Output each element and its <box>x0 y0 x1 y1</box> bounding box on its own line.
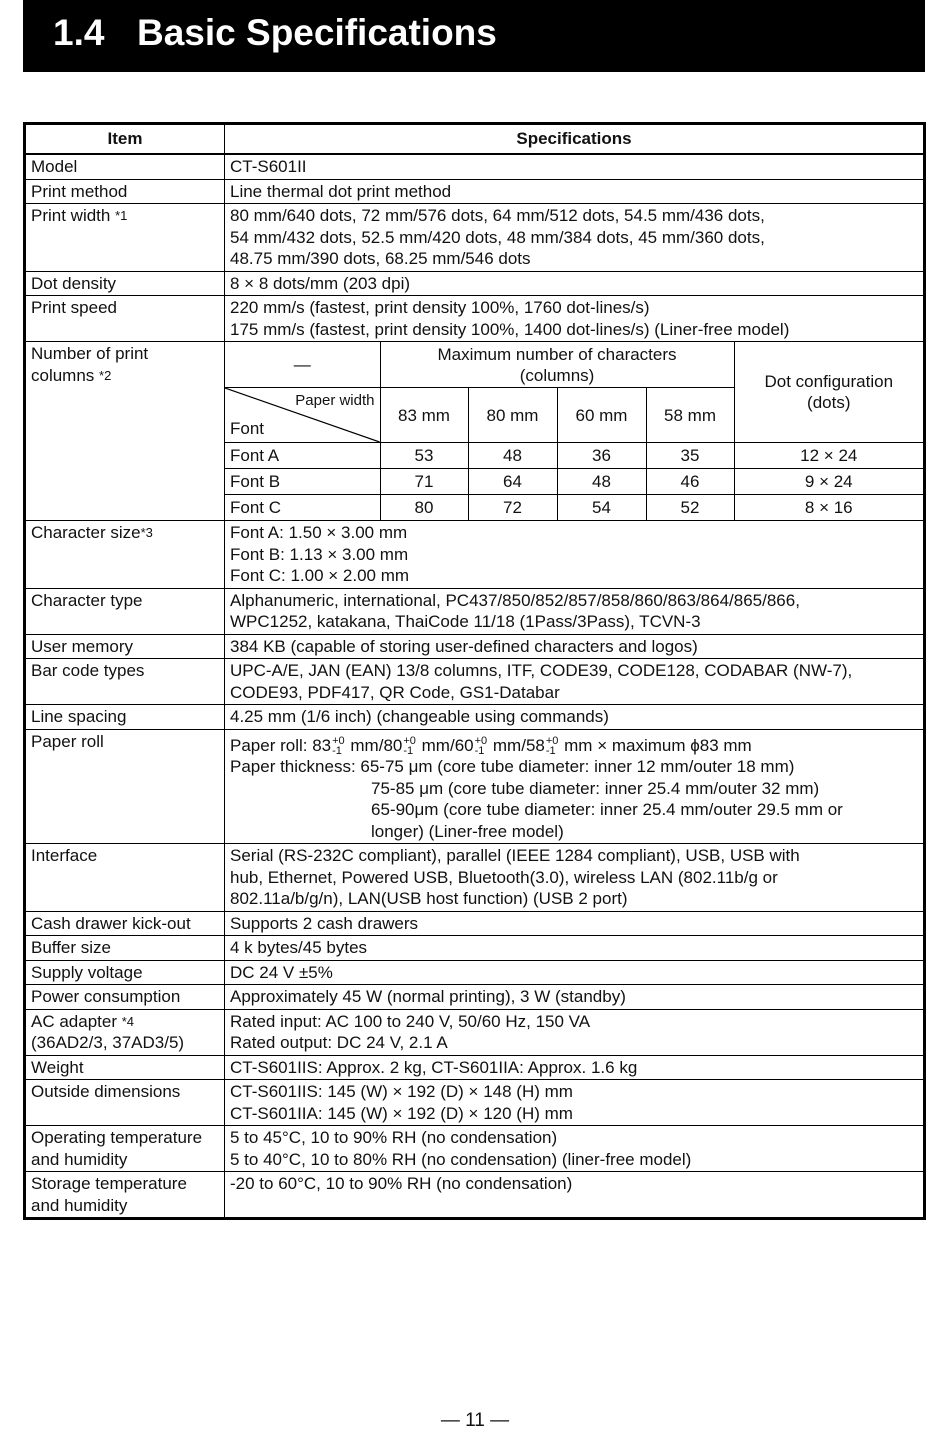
item-cell: Bar code types <box>25 659 225 705</box>
item-cell <box>25 1009 225 1055</box>
table-row <box>25 296 925 342</box>
spec-line: Paper thickness: 65-75 μm (core tube diameter: inner 12 mm/outer 18 mm) <box>230 757 795 777</box>
table-row <box>25 154 925 179</box>
spec-cell <box>225 1009 925 1055</box>
tolerance: +0 -1 <box>332 735 345 758</box>
page-number: — 11 — <box>440 1410 510 1431</box>
dot-config: 8 × 16 <box>734 495 923 521</box>
spec-cell <box>225 521 925 589</box>
item-cell <box>25 1126 225 1172</box>
item-label-2: (36AD2/3, 37AD3/5) <box>31 1033 185 1053</box>
table-row <box>25 985 925 1010</box>
table-row <box>25 1055 925 1080</box>
column-count: 54 <box>557 495 646 521</box>
table-row <box>25 1080 925 1126</box>
spec-line: Font B: 1.13 × 3.00 mm <box>230 544 409 564</box>
column-count: 72 <box>468 495 557 521</box>
spec-cell: DC 24 V ±5% <box>225 960 925 985</box>
table-row <box>25 204 925 272</box>
roll-text: mm/ <box>345 735 384 755</box>
tolerance: +0 -1 <box>545 735 559 758</box>
item-cell <box>25 342 225 521</box>
column-count: 46 <box>646 469 734 495</box>
spec-cell: 384 KB (capable of storing user-defined characters and logos) <box>225 634 925 659</box>
dot-config: 9 × 24 <box>734 469 923 495</box>
item-label: Number of print <box>31 344 149 363</box>
spec-line: 802.11a/b/g/n), LAN(USB host function) (USB 2 port) <box>230 889 628 909</box>
font-label: Font <box>230 419 265 438</box>
font-name: Font A <box>225 443 380 469</box>
dot-config-header <box>734 342 923 443</box>
item-cell: Paper roll <box>25 729 225 844</box>
table-row <box>25 588 925 634</box>
column-count: 35 <box>646 443 734 469</box>
spec-line: 54 mm/432 dots, 52.5 mm/420 dots, 48 mm/384 dots, 45 mm/360 dots, <box>230 227 765 247</box>
spec-line: 5 to 45°C, 10 to 90% RH (no condensation) <box>230 1128 558 1148</box>
item-cell: Character type <box>25 588 225 634</box>
column-count: 48 <box>557 469 646 495</box>
spec-line: Font C: 1.00 × 2.00 mm <box>230 566 410 585</box>
spec-cell: 4.25 mm (1/6 inch) (changeable using commands) <box>225 705 925 730</box>
font-row <box>225 469 923 495</box>
table-row <box>25 521 925 589</box>
spec-line: Rated output: DC 24 V, 2.1 A <box>230 1033 448 1053</box>
print-columns-table <box>225 342 923 520</box>
table-row <box>25 271 925 296</box>
item-label-text: AC adapter <box>31 1011 117 1031</box>
spec-line: Alphanumeric, international, PC437/850/852/857/858/860/863/864/865/866, <box>230 590 800 610</box>
item-label: Print width <box>31 206 111 225</box>
table-row <box>25 179 925 204</box>
spec-cell: Supports 2 cash drawers <box>225 911 925 936</box>
font-row <box>225 443 923 469</box>
spec-cell: 4 k bytes/45 bytes <box>225 936 925 961</box>
roll-text: Paper roll: 83 <box>230 735 332 755</box>
item-cell: User memory <box>25 634 225 659</box>
item-label-text: columns <box>31 365 95 385</box>
item-cell: Supply voltage <box>25 960 225 985</box>
item-label-2: and humidity <box>31 1195 128 1215</box>
item-header: Item <box>25 124 225 155</box>
spec-table <box>23 122 926 1220</box>
dot-config: 12 × 24 <box>734 443 923 469</box>
table-row <box>25 1126 925 1172</box>
section-title: Basic Specifications <box>137 12 497 53</box>
spec-cell <box>225 729 925 844</box>
spec-cell <box>225 204 925 272</box>
column-count: 64 <box>468 469 557 495</box>
spec-cell: 8 × 8 dots/mm (203 dpi) <box>225 271 925 296</box>
table-row <box>25 729 925 844</box>
table-row <box>25 659 925 705</box>
roll-width: 80 <box>383 735 403 755</box>
item-label-2 <box>31 365 219 387</box>
spec-line: UPC-A/E, JAN (EAN) 13/8 columns, ITF, CODE39, CODE128, CODABAR (NW-7), <box>230 661 853 680</box>
dash-cell: — <box>225 342 380 388</box>
tolerance: +0 -1 <box>474 735 488 758</box>
item-cell <box>25 521 225 589</box>
roll-width: 58 <box>525 735 545 755</box>
table-row <box>25 936 925 961</box>
spec-line: hub, Ethernet, Powered USB, Bluetooth(3.0), wireless LAN (802.11b/g or <box>230 867 778 887</box>
footnote-mark: *1 <box>115 208 128 223</box>
section-heading <box>53 12 497 54</box>
item-cell: Model <box>25 154 225 179</box>
roll-text: mm/ <box>416 735 455 755</box>
width-header: 80 mm <box>468 388 557 443</box>
spec-line: Rated input: AC 100 to 240 V, 50/60 Hz, 150 VA <box>230 1011 591 1031</box>
spec-line: Font A: 1.50 × 3.00 mm <box>230 523 408 542</box>
footnote-mark: *2 <box>99 367 112 383</box>
spec-cell: CT-S601IIS: Approx. 2 kg, CT-S601IIA: Approx. 1.6 kg <box>225 1055 925 1080</box>
item-cell: Dot density <box>25 271 225 296</box>
spec-line: CT-S601IIA: 145 (W) × 192 (D) × 120 (H) mm <box>230 1103 573 1123</box>
item-cell: Power consumption <box>25 985 225 1010</box>
item-cell <box>25 204 225 272</box>
column-count: 53 <box>380 443 468 469</box>
column-count: 71 <box>380 469 468 495</box>
spec-cell: Line thermal dot print method <box>225 179 925 204</box>
section-number: 1.4 <box>53 12 105 53</box>
item-cell: Print method <box>25 179 225 204</box>
spec-line: CODE93, PDF417, QR Code, GS1-Databar <box>230 682 560 702</box>
width-header: 60 mm <box>557 388 646 443</box>
spec-line: 65-90μm (core tube diameter: inner 25.4 mm/outer 29.5 mm or <box>371 800 843 820</box>
spec-line: Serial (RS-232C compliant), parallel (IEEE 1284 compliant), USB, USB with <box>230 846 800 866</box>
item-label: Operating temperature <box>31 1128 203 1148</box>
item-cell: Buffer size <box>25 936 225 961</box>
tolerance: +0 -1 <box>403 735 416 758</box>
spec-line: 175 mm/s (fastest, print density 100%, 1400 dot-lines/s) (Liner-free model) <box>230 319 790 339</box>
spec-line: CT-S601IIS: 145 (W) × 192 (D) × 148 (H) mm <box>230 1082 573 1102</box>
section-banner <box>23 0 925 72</box>
spec-cell <box>225 588 925 634</box>
spec-line: longer) (Liner-free model) <box>371 821 564 841</box>
spec-cell: -20 to 60°C, 10 to 90% RH (no condensation) <box>225 1172 925 1219</box>
spec-cell <box>225 659 925 705</box>
column-count: 36 <box>557 443 646 469</box>
item-cell: Line spacing <box>25 705 225 730</box>
max-chars-header <box>380 342 734 388</box>
dot-config-line: (dots) <box>807 393 851 412</box>
spec-line: 5 to 40°C, 10 to 80% RH (no condensation) (liner-free model) <box>230 1149 692 1169</box>
table-row <box>25 960 925 985</box>
roll-text: mm × maximum ϕ83 mm <box>559 735 752 755</box>
dot-config-line: Dot configuration <box>764 372 894 391</box>
footnote-mark: *3 <box>140 525 153 540</box>
specs-header: Specifications <box>225 124 925 155</box>
table-row <box>25 1172 925 1219</box>
table-row <box>25 342 925 521</box>
roll-width: 60 <box>454 735 474 755</box>
spec-cell <box>225 1080 925 1126</box>
max-chars-line: (columns) <box>519 365 595 385</box>
footnote-mark: *4 <box>121 1013 135 1029</box>
font-name: Font C <box>225 495 380 521</box>
table-row <box>25 705 925 730</box>
table-row <box>25 844 925 912</box>
spec-line: 75-85 μm (core tube diameter: inner 25.4 mm/outer 32 mm) <box>371 778 820 798</box>
spec-line: 48.75 mm/390 dots, 68.25 mm/546 dots <box>230 249 531 268</box>
column-count: 52 <box>646 495 734 521</box>
table-row <box>25 911 925 936</box>
max-chars-line: Maximum number of characters <box>437 344 677 364</box>
font-row <box>225 495 923 521</box>
item-cell <box>25 1172 225 1219</box>
spec-cell: CT-S601II <box>225 154 925 179</box>
spec-cell <box>225 844 925 912</box>
spec-cell <box>225 1126 925 1172</box>
diagonal-header-cell <box>225 388 380 443</box>
spec-cell: Approximately 45 W (normal printing), 3 W (standby) <box>225 985 925 1010</box>
item-label-2: and humidity <box>31 1149 128 1169</box>
header-row <box>25 124 925 155</box>
table-row <box>25 1009 925 1055</box>
width-header: 58 mm <box>646 388 734 443</box>
paper-width-label: Paper width <box>295 392 375 409</box>
columns-subtable-cell <box>225 342 925 521</box>
spec-line: WPC1252, katakana, ThaiCode 11/18 (1Pass/3Pass), TCVN-3 <box>230 612 701 631</box>
font-name: Font B <box>225 469 380 495</box>
table-row <box>25 634 925 659</box>
item-label: Storage temperature <box>31 1174 187 1194</box>
item-label <box>31 1011 219 1033</box>
item-cell: Cash drawer kick-out <box>25 911 225 936</box>
spec-line: 220 mm/s (fastest, print density 100%, 1760 dot-lines/s) <box>230 298 650 317</box>
column-count: 80 <box>380 495 468 521</box>
item-cell: Outside dimensions <box>25 1080 225 1126</box>
roll-text: mm/ <box>488 735 526 755</box>
item-cell: Weight <box>25 1055 225 1080</box>
item-cell: Print speed <box>25 296 225 342</box>
width-header: 83 mm <box>380 388 468 443</box>
column-count: 48 <box>468 443 557 469</box>
paper-roll-line <box>230 731 918 757</box>
item-cell: Interface <box>25 844 225 912</box>
spec-line: 80 mm/640 dots, 72 mm/576 dots, 64 mm/512 dots, 54.5 mm/436 dots, <box>230 206 765 225</box>
item-label: Character size <box>31 523 141 542</box>
spec-cell <box>225 296 925 342</box>
